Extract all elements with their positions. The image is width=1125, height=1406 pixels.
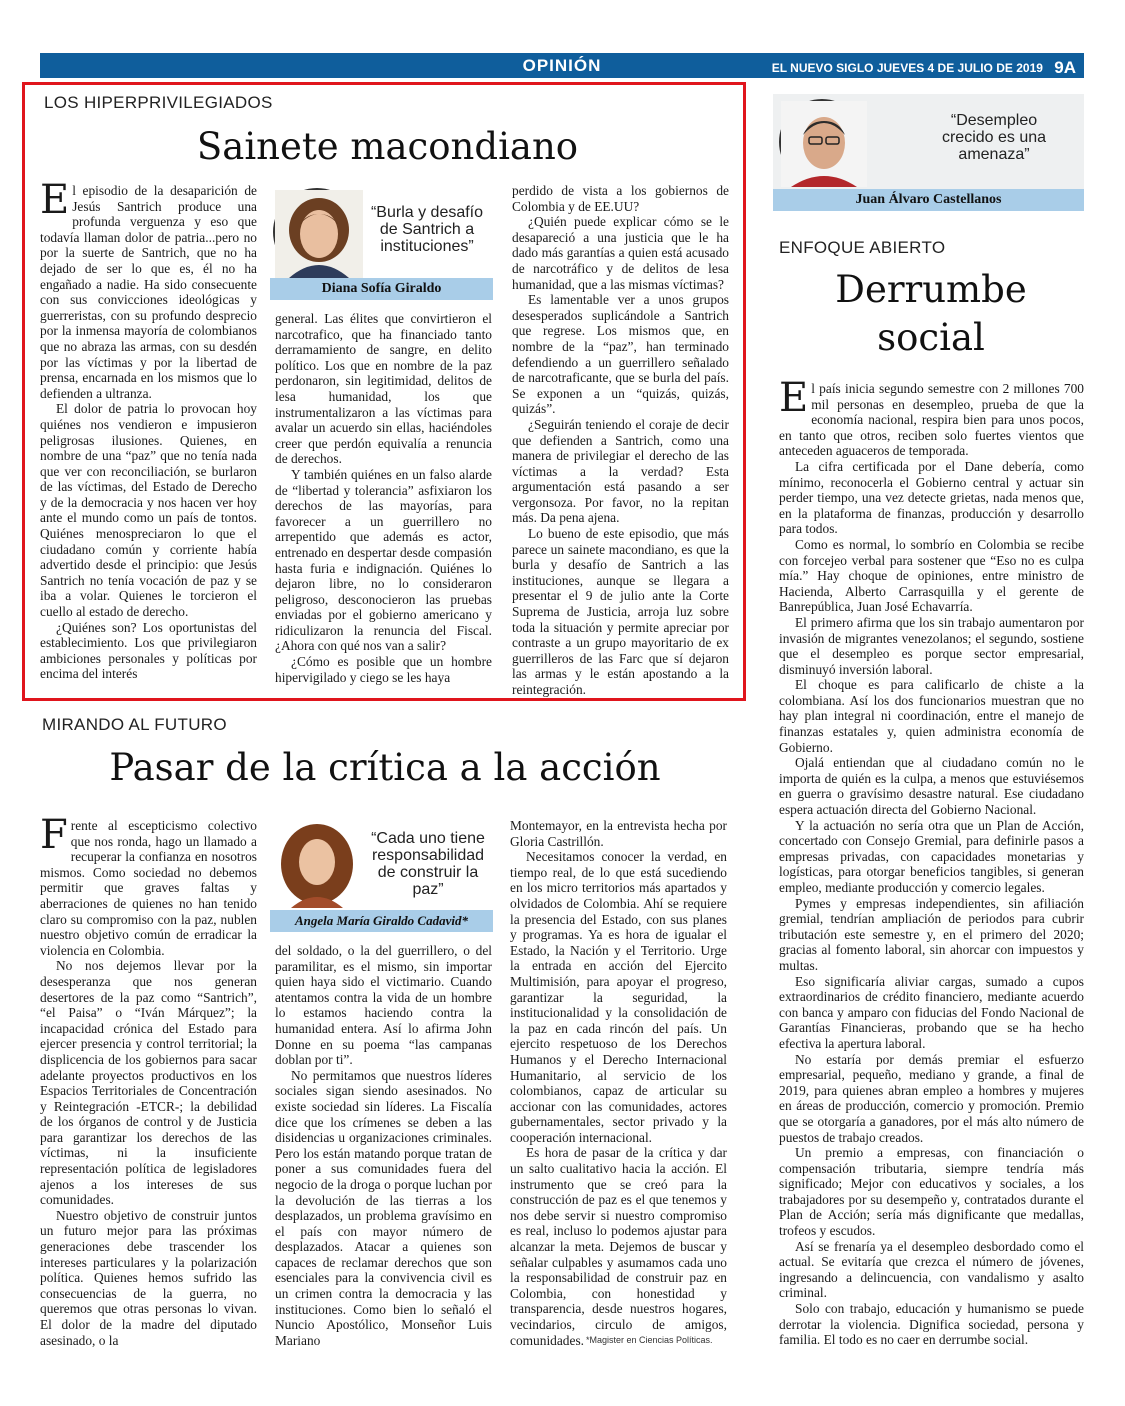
paragraph: No estaría por demás premiar el esfuerzo empresarial, pequeño, mediano y grande, a final de 2019, para quienes abran empleo a hombres y mujeres en áreas de producción, comercio y promoción. Premio que se otorgaría a ganadores, por el más alto número de puestos de trabajo creados. [779, 1051, 1084, 1145]
article1-title: Sainete macondiano [196, 125, 579, 168]
paragraph: No permitamos que nuestros líderes sociales sigan siendo asesinados. No existe sociedad sin líderes. La Fiscalía dice que los crímenes se deben a las disidencias u organizaciones criminales. Pero los están matando porque tratan de poner a sus comunidades fuera del negocio de la droga o porque luchan por la devolución de las tierras a los desplazados, un problema gravísimo en el país con mayor número de desplazados. Atacar a quienes son capaces de reclamar derechos que son esenciales para la convivencia civil es un crimen contra la democracia y las instituciones. Como bien lo señaló el Nuncio Apostólico, Monseñor Luis Mariano [275, 1067, 492, 1348]
article1-col3 [512, 183, 729, 697]
paragraph: ¿Quién puede explicar cómo se le desapareció a una justicia que le ha dado más garantías a quien está acusado de narcotráfico y de delitos de lesa humanidad, que a las mismas víctimas? [512, 214, 729, 292]
paragraph: Frente al escepticismo colectivo que nos ronda, hago un llamado a recuperar la confianza en nosotros mismos. Como sociedad no debemos permitir que graves faltas y aberraciones de quienes no han tenido claro su compromiso con la paz, nublen nuestro objetivo común de erradicar la violencia en Colombia. [40, 812, 257, 958]
paragraph: Es lamentable ver a unos grupos desesperados suplicándole a Santrich que regrese. Los mismos que, en nombre de la “paz”, han terminado defendiendo a un guerrillero señalado de narcotraficante, que se burla del país. Se exponen a un “quizás, quizás, quizás”. [512, 292, 729, 417]
header-meta [772, 57, 1076, 77]
paragraph: del soldado, o la del guerrillero, o del paramilitar, es el mismo, sin importar quien haya sido el victimario. Cuando atentamos contra la vida de un hombre lo estamos haciendo contra la humanidad entera. Así lo afirma John Donne en su poema “las campanas doblan por ti”. [275, 943, 492, 1068]
article2-title: Pasar de la crítica a la acción [109, 746, 661, 789]
paragraph: ¿Quiénes son? Los oportunistas del establecimiento. Los que privilegiaron ambiciones personales y políticas por encima del interés [40, 619, 257, 682]
paper-name: EL NUEVO SIGLO [771, 61, 874, 75]
paragraph: Un premio a empresas, con financiación o compensación tributaria, siempre tendría más significado; Mejor con educativos y sociales, a los trabajadores por su desempeño y, contratados durante el Plan de Acción; sería más dignificante que medallas, trofeos y escudos. [779, 1145, 1084, 1239]
pull-quote: “Cada uno tiene responsabilidad de construir la paz” [371, 830, 485, 898]
paragraph: Lo bueno de este episodio, que más parece un sainete macondiano, es que la burla y desafío de Santrich a las instituciones, aunque se llegara a presentar el 9 de julio ante la Corte Suprema de Justicia, arroja luz sobre toda la situación y permite apreciar por contraste a un grupo mayoritario de ex guerrilleros de las Farc que sí dejaron las armas y le están apostando a la reintegración. [512, 526, 729, 697]
author-photo [779, 99, 865, 185]
article3-author-box [773, 94, 1084, 211]
dropcap: F [40, 812, 68, 858]
paragraph: El choque es para calificarlo de chiste a la colombiana. Así los dos funcionarios muestran que no hay plan integral ni coordinación, entre el manejo de finanzas estatales y, quien administra economía de Gobierno. [779, 677, 1084, 755]
portrait-icon [275, 190, 363, 278]
page-header [40, 53, 1084, 78]
article3-kicker: ENFOQUE ABIERTO [779, 238, 946, 257]
paragraph: Pymes y empresas independientes, sin afiliación gremial, tendrían ampliación de periodos para cubrir tributación este semestre y, en el primero del 2020; gracias al fomento laboral, sin ahorcar con impuestos y multas. [779, 895, 1084, 973]
dropcap: E [40, 177, 70, 223]
title-line: Derrumbe [835, 268, 1027, 311]
paragraph: Solo con trabajo, educación y humanismo se puede derrotar la violencia. Dignifica sociedad, persona y familia. El todo es no caer en derrumbe social. [779, 1301, 1084, 1348]
article3-title [776, 266, 1086, 362]
article1-kicker: LOS HIPERPRIVILEGIADOS [44, 93, 273, 112]
paragraph: La cifra certificada por el Dane debería, como mínimo, reconocerla el Gobierno central y actuar sin perder tiempo, una vez detecte grietas, nada menos que, en la plataforma de finanzas, producción y desarrollo para todos. [779, 458, 1084, 537]
article1-author-box [270, 184, 493, 302]
article2-col2 [275, 943, 492, 1353]
paragraph: El episodio de la desaparición de Jesús Santrich produce una profunda verguenza y eso que todavía llaman dolor de patria...pero no por la suerte de Santrich, que no ha dejado de ser lo que es, él no ha engañado a nadie. Ha sido consecuente con sus convicciones ideológicas y guerreristas, con su profundo desprecio por la inmensa mayoría de colombianos que no abraza las armas, con su desdén por las víctimas y por la libertad de prensa, encarnada en los mismos que lo defienden a ultranza. [40, 177, 257, 401]
author-name: Angela María Giraldo Cadavid* [270, 910, 493, 932]
page-number: 9A [1054, 58, 1076, 77]
paragraph: Montemayor, en la entrevista hecha por Gloria Castrillón. [510, 818, 727, 849]
article2-author-box [270, 818, 493, 934]
paragraph: Como es normal, lo sombrío en Colombia se recibe con forcejeo verbal para sostener que “Eso no es culpa mía.” Hay choque de opiniones, entre ministro de Hacienda, Alberto Carrasquilla y el gerente de Banrepública, Juan José Echavarría. [779, 536, 1084, 615]
portrait-icon [781, 101, 867, 187]
article1-col1 [40, 177, 257, 683]
paragraph: Nuestro objetivo de construir juntos un futuro mejor para las próximas generaciones debe trascender los intereses particulares y la polarización política. Quienes hemos sufrido las consecuencias de la guerra, no queremos que otras personas lo vivan. El dolor de la madre del diputado asesinado, o la [40, 1207, 257, 1348]
portrait-icon [273, 820, 361, 908]
paragraph: general. Las élites que convirtieron el narcotrafico, que ha financiado tanto derramamiento de sangre, en delito político. Los que en nombre de la paz perdonaron, sin legitimidad, delitos de lesa humanidad, los que instrumentalizaron a las víctimas para avalar un acuerdo sin ellas, haciéndoles creer que perdón equivalía a renuncia de derechos. [275, 311, 492, 467]
paragraph: No nos dejemos llevar por la desesperanza que nos generan desertores de la paz como “Santrich”, “el Paisa” o “Iván Márquez”; la incapacidad crónica del Estado para ejercer presencia y control territorial; la displicencia de los gobiernos para sacar adelante proyectos productivos en los Espacios Territoriales de Concentración y Reintegración -ETCR-; la debilidad de los órganos de control y de Justicia para garantizar los derechos de las víctimas, ni la insuficiente representación política de legisladores ajenos a los intereses de sus comunidades. [40, 958, 257, 1208]
paragraph: El dolor de patria lo provocan hoy quiénes nos vendieron e impusieron peligrosas ilusiones. Quienes, en nombre de una “paz” que no tenía nada que ver con reconciliación, se burlaron de las víctimas, del Estado de Derecho y de la democracia y nos hacen ver hoy ante el mundo como un país de tontos. Quiénes menospreciaron lo que el ciudadano común y corriente había advertido desde el principio: que Jesús Santrich no tenía vocación de paz y se iba a volar. Quienes le torcieron el cuello al estado de derecho. [40, 401, 257, 620]
paragraph: Necesitamos conocer la verdad, en tiempo real, de lo que está sucediendo en los micro territorios más apartados y olvidados de Colombia. Ahí se requiere la presencia del Estado, con sus planes y programas. Ya es hora de igualar el Estado, la Nación y el Territorio. Urge la entrada en acción del Ejercito Multimisión, para apoyar el progreso, garantizar la seguridad, la institucionalidad y la consolidación de la paz en cada rincón del país. Un ejercito respetuoso de los Derechos Humanos y el Derecho Internacional Humanitario, al servicio de los colombianos, capaz de articular su accionar con las comunidades, actores gubernamentales, sector privado y la cooperación internacional. [510, 849, 727, 1145]
paragraph: perdido de vista a los gobiernos de Colombia y de EE.UU? [512, 183, 729, 214]
paragraph: Y la actuación no sería otra que un Plan de Acción, concertado con Consejo Gremial, para definirle pasos a empresas privadas, con capacidades monetarias y logísticas, para otorgar beneficios tangibles, si generan empleo, mediante producción y comercio legales. [779, 817, 1084, 895]
pull-quote: “Desempleo crecido es una amenaza” [941, 112, 1047, 163]
paragraph: Es hora de pasar de la crítica y dar un salto cualitativo hacia la acción. El instrumento que se creó para la construcción de paz es el que tenemos y nos debe servir si nuestro compromiso es real, incluso lo podemos ajustar para alcanzar la meta. Dejemos de buscar y señalar culpables y asumamos cada uno la responsabilidad de construir paz en Colombia, con honestidad y transparencia, desde nuestros hogares, vecindarios, circulo de amigos, comunidades. [510, 1145, 727, 1348]
article1-col2 [275, 311, 492, 686]
title-line: social [877, 316, 985, 359]
paragraph: Ojalá entiendan que al ciudadano común no le importa de quién es la culpa, a menos que estuviésemos en guerra o gravísimo desastre natural. Ese ciudadano espera actuación directa del Gobierno Nacional. [779, 755, 1084, 818]
author-photo [273, 820, 361, 908]
article3-col1 [779, 375, 1084, 1351]
author-name: Juan Álvaro Castellanos [773, 189, 1084, 211]
author-name: Diana Sofía Giraldo [270, 278, 493, 300]
dropcap: E [779, 375, 809, 421]
paragraph: Eso significaría aliviar cargas, sumado a cupos extraordinarios de crédito financiero, mediante acuerdo con banca y amparo con fiducias del Fondo Nacional de Garantías Financieras, probando que se ha hecho efectiva la apertura laboral. [779, 973, 1084, 1051]
section-title: OPINIÓN [522, 56, 602, 75]
pull-quote: “Burla y desafío de Santrich a instituciones” [370, 204, 484, 255]
paragraph: El país inicia segundo semestre con 2 millones 700 mil personas en desempleo, prueba de que la economía nacional, respira bien para unos pocos, en tanto que otros, reciben solo fuertes vientos que anteceden aguaceros de temporada. [779, 375, 1084, 459]
article2-kicker: MIRANDO AL FUTURO [42, 715, 227, 734]
paragraph: Y también quiénes en un falso alarde de “libertad y tolerancia” asfixiaron los derechos de las mayorías, para favorecer a un guerrillero no arrepentido que además es actor, entrenado en despertar desde compasión hasta furia e indignación. Quiénes lo dejaron libre, no lo consideraron peligroso, desconocieron las pruebas enviadas por el gobierno americano y ridiculizaron la renuncia del Fiscal. ¿Ahora con qué nos van a salir? [275, 466, 492, 654]
author-photo [273, 188, 361, 276]
paragraph: Así se frenaría ya el desempleo desbordado como el actual. Se evitaría que crezca el número de jóvenes, ingresando a delincuencia, con vandalismo y asalto criminal. [779, 1238, 1084, 1301]
issue-date: JUEVES 4 DE JULIO DE 2019 [876, 61, 1043, 75]
author-footnote: *Magister en Ciencias Políticas. [586, 1335, 713, 1345]
paragraph: ¿Cómo es posible que un hombre hipervigilado y ciego se les haya [275, 654, 492, 685]
paragraph: El primero afirma que los sin trabajo aumentaron por invasión de migrantes venezolanos; el segundo, sostiene que el desempleo es porque sector empresarial, disminuyó inversión laboral. [779, 614, 1084, 677]
paragraph: ¿Seguirán teniendo el coraje de decir que defienden a Santrich, como una manera de privilegiar el derecho de las víctimas a la verdad? Esta argumentación está pasando a ser vergonsoza. Por favor, no la repitan más. Da pena ajena. [512, 416, 729, 526]
article2-col1 [40, 812, 257, 1353]
